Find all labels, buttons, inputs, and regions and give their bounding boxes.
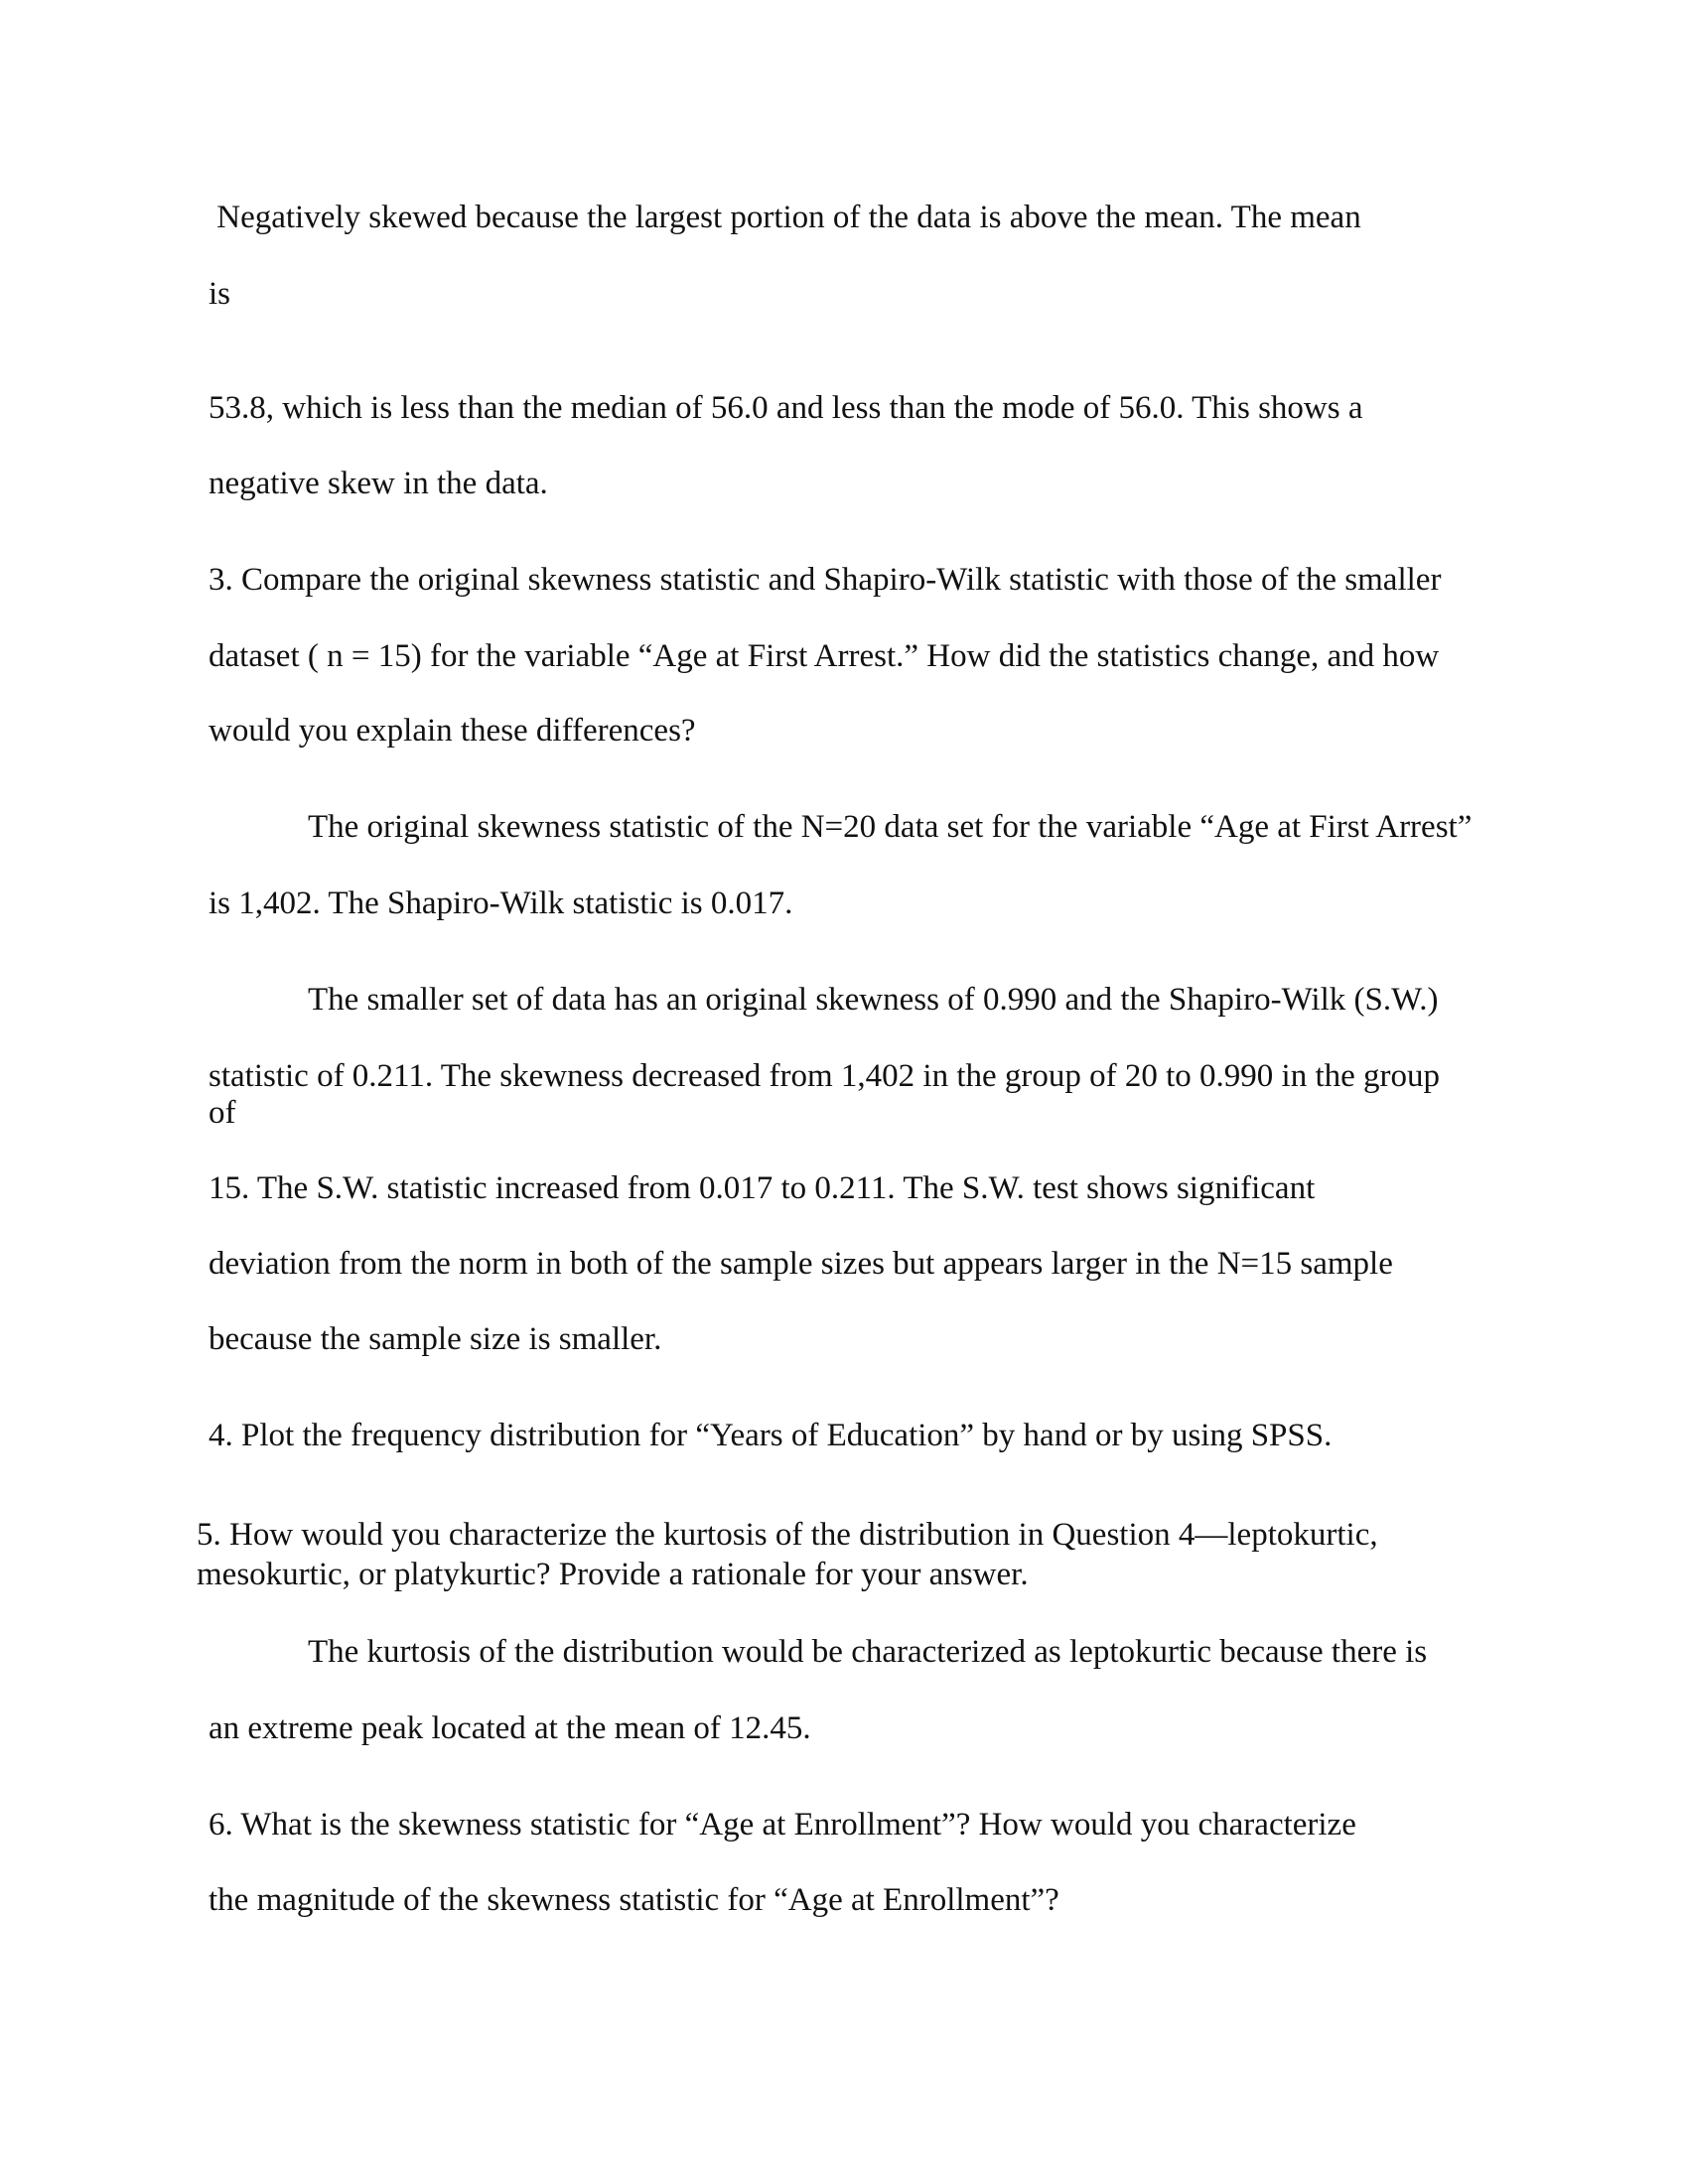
answer-3-paragraph-1-line-1: The original skewness statistic of the N=20 data set for the variable “Age at First Arrest” bbox=[308, 809, 1473, 845]
answer-2-line-1: Negatively skewed because the largest portion of the data is above the mean. The mean bbox=[209, 200, 1361, 235]
answer-3-paragraph-1-line-2: is 1,402. The Shapiro-Wilk statistic is 0.017. bbox=[209, 886, 793, 921]
question-3-line-1: 3. Compare the original skewness statistic and Shapiro-Wilk statistic with those of the smaller bbox=[209, 562, 1442, 598]
answer-3-paragraph-2-line-5: deviation from the norm in both of the sample sizes but appears larger in the N=15 sample bbox=[209, 1246, 1393, 1282]
question-5-line-2: mesokurtic, or platykurtic? Provide a rationale for your answer. bbox=[197, 1557, 1029, 1592]
answer-3-paragraph-2-line-3: of bbox=[209, 1095, 236, 1131]
question-4: 4. Plot the frequency distribution for “Years of Education” by hand or by using SPSS. bbox=[209, 1418, 1333, 1453]
question-5-line-1: 5. How would you characterize the kurtosis of the distribution in Question 4—leptokurtic, bbox=[197, 1517, 1378, 1553]
answer-3-paragraph-2-line-6: because the sample size is smaller. bbox=[209, 1321, 662, 1357]
answer-3-paragraph-2-line-1: The smaller set of data has an original skewness of 0.990 and the Shapiro-Wilk (S.W.) bbox=[308, 982, 1439, 1018]
question-6-line-2: the magnitude of the skewness statistic for “Age at Enrollment”? bbox=[209, 1882, 1059, 1918]
question-3-line-2: dataset ( n = 15) for the variable “Age at First Arrest.” How did the statistics change, and how bbox=[209, 638, 1440, 674]
answer-3-paragraph-2-line-4: 15. The S.W. statistic increased from 0.017 to 0.211. The S.W. test shows significant bbox=[209, 1170, 1316, 1206]
answer-5-line-2: an extreme peak located at the mean of 12.45. bbox=[209, 1710, 811, 1746]
answer-5-line-1: The kurtosis of the distribution would be characterized as leptokurtic because there is bbox=[308, 1634, 1428, 1670]
answer-2-line-3: 53.8, which is less than the median of 56.0 and less than the mode of 56.0. This shows a bbox=[209, 390, 1363, 426]
question-6-line-1: 6. What is the skewness statistic for “Age at Enrollment”? How would you characterize bbox=[209, 1807, 1356, 1843]
answer-2-line-4: negative skew in the data. bbox=[209, 466, 548, 501]
question-3-line-3: would you explain these differences? bbox=[209, 713, 696, 749]
answer-2-line-2: is bbox=[209, 276, 231, 312]
answer-3-paragraph-2-line-2: statistic of 0.211. The skewness decreased from 1,402 in the group of 20 to 0.990 in the group bbox=[209, 1058, 1441, 1094]
